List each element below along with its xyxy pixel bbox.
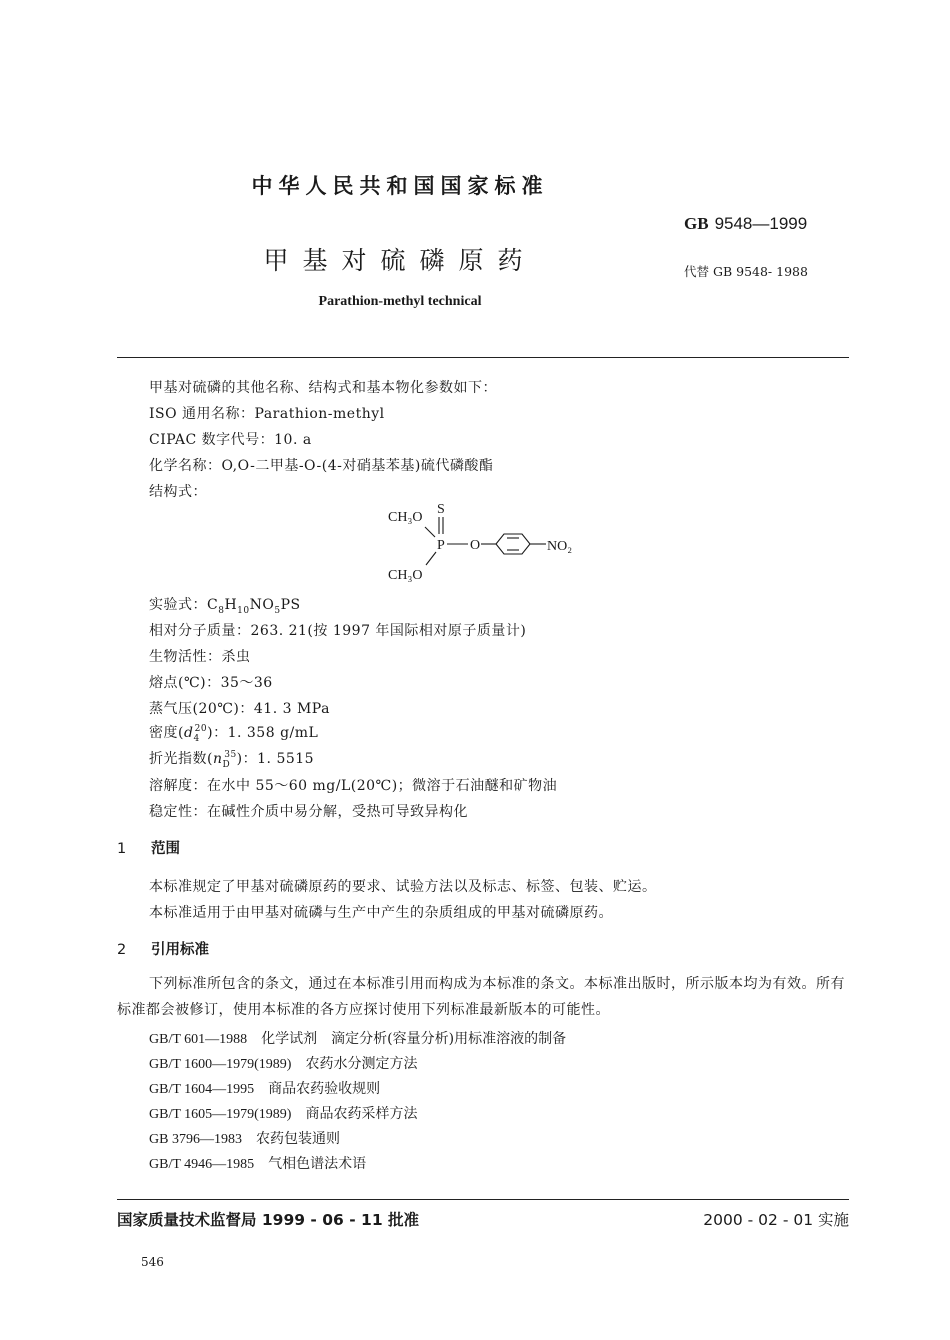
- section-1-paragraph: 本标准规定了甲基对硫磷原药的要求、试验方法以及标志、标签、包装、贮运。: [149, 879, 657, 895]
- reference-item: [149, 1103, 417, 1123]
- solubility: 溶解度：在水中 55～60 mg/L(20℃)；微溶于石油醚和矿物油: [149, 778, 558, 794]
- iso-name: ISO 通用名称：Parathion-methyl: [149, 406, 385, 422]
- section-2-heading: [117, 938, 209, 959]
- footer-divider: [117, 1199, 849, 1200]
- reference-code: GB/T 1605—1979(1989): [149, 1107, 292, 1122]
- density-label: 密度: [149, 725, 178, 741]
- melting-point: 熔点(℃)：35～36: [149, 675, 273, 691]
- section-title: 引用标准: [151, 942, 209, 958]
- section-title: 范围: [151, 841, 180, 857]
- reference-item: [149, 1153, 366, 1173]
- ch3o-top-label: CH₃O: [388, 510, 423, 525]
- benzene-ring: [496, 534, 530, 554]
- intro-line: 甲基对硫磷的其他名称、结构式和基本物化参数如下：: [149, 380, 497, 396]
- reference-code: GB/T 1604—1995: [149, 1082, 255, 1097]
- reference-title: 商品农药采样方法: [305, 1106, 418, 1122]
- effective-date: 2000 - 02 - 01 实施: [703, 1211, 849, 1229]
- structural-formula: [380, 503, 590, 583]
- phosphorus-label: P: [437, 538, 445, 553]
- bioactivity: 生物活性：杀虫: [149, 649, 251, 665]
- refraction-label: 折光指数: [149, 751, 207, 767]
- density-value: ：1. 358 g/mL: [213, 725, 319, 741]
- national-standard-heading: 中华人民共和国国家标准: [251, 174, 549, 198]
- english-title: Parathion-methyl technical: [318, 294, 482, 309]
- molecular-mass: 相对分子质量：263. 21(按 1997 年国际相对原子质量计): [149, 623, 527, 639]
- bond-line: [425, 527, 435, 537]
- refractive-index: 折光指数$(n_D^{35})$：1. 5515: [149, 750, 315, 770]
- header-divider: [117, 357, 849, 358]
- cipac-code: CIPAC 数字代号：10. a: [149, 432, 312, 448]
- sulfur-label: S: [437, 503, 445, 517]
- reference-item: [149, 1028, 566, 1048]
- reference-item: [149, 1078, 380, 1098]
- gb-prefix: GB: [684, 214, 709, 233]
- density: 密度$(d_4^{20})$：1. 358 g/mL: [149, 724, 319, 744]
- reference-code: GB/T 4946—1985: [149, 1157, 255, 1172]
- reference-title: 气相色谱法术语: [268, 1156, 367, 1172]
- chemical-name: 化学名称：O,O-二甲基-O-(4-对硝基苯基)硫代磷酸酯: [149, 458, 494, 474]
- standard-number: [684, 214, 807, 234]
- reference-item: [149, 1128, 340, 1148]
- stability: 稳定性：在碱性介质中易分解，受热可导致异构化: [149, 804, 468, 820]
- oxygen-label: O: [470, 538, 481, 553]
- page-number: 546: [141, 1255, 164, 1269]
- gb-number: 9548—1999: [714, 214, 808, 233]
- refraction-value: ：1. 5515: [242, 751, 315, 767]
- reference-code: GB 3796—1983: [149, 1132, 242, 1147]
- reference-title: 农药包装通则: [255, 1131, 340, 1147]
- section-2-paragraph: 下列标准所包含的条文，通过在本标准引用而构成为本标准的条文。本标准出版时，所示版本均为有效。所有标准都会被修订，使用本标准的各方应探讨使用下列标准最新版本的可能性。: [117, 976, 845, 1018]
- reference-code: GB/T 1600—1979(1989): [149, 1057, 292, 1072]
- section-1-paragraph: 本标准适用于由甲基对硫磷与生产中产生的杂质组成的甲基对硫磷原药。: [149, 905, 613, 921]
- formula-label: 实验式：: [149, 597, 207, 613]
- reference-title: 农药水分测定方法: [305, 1056, 418, 1072]
- section-number: 1: [117, 841, 127, 857]
- approval-date: 国家质量技术监督局 1999 - 06 - 11 批准: [117, 1211, 420, 1229]
- vapor-pressure: 蒸气压(20℃)：41. 3 MPa: [149, 701, 330, 717]
- reference-title: 化学试剂 滴定分析(容量分析)用标准溶液的制备: [261, 1031, 567, 1047]
- replaces-note: 代替 GB 9548- 1988: [684, 264, 808, 279]
- ch3o-bottom-label: CH₃O: [388, 568, 423, 583]
- section-number: 2: [117, 942, 127, 958]
- reference-code: GB/T 601—1988: [149, 1032, 248, 1047]
- structure-label: 结构式：: [149, 484, 207, 500]
- no2-label: NO₂: [547, 539, 573, 554]
- reference-title: 商品农药验收规则: [268, 1081, 381, 1097]
- bond-line: [426, 552, 436, 565]
- reference-item: [149, 1053, 417, 1073]
- empirical-formula: [149, 594, 301, 616]
- section-1-heading: [117, 837, 180, 858]
- formula-value: $C_8H_{10}NO_5PS$: [207, 597, 301, 616]
- document-title: 甲基对硫磷原药: [263, 246, 537, 275]
